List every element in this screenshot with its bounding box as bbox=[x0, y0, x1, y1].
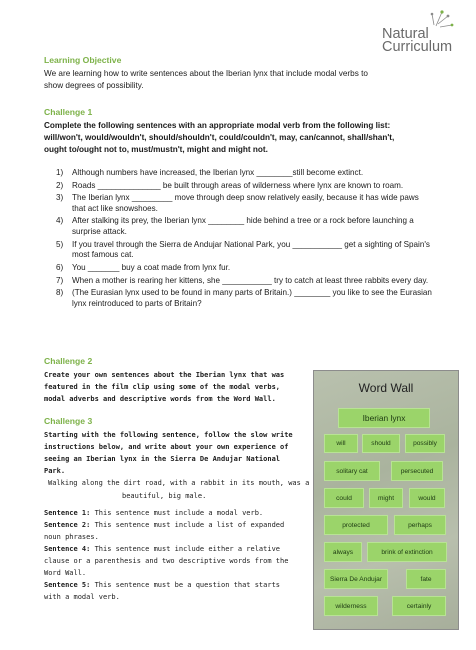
learning-objective-line-1: We are learning how to write sentences about the Iberian lynx that include modal verbs to bbox=[44, 69, 368, 78]
learning-objective-heading: Learning Objective bbox=[44, 55, 122, 65]
word-chip-should: should bbox=[362, 434, 400, 453]
word-chip-sierra-de-andujar: Sierra De Andujar bbox=[324, 569, 388, 589]
word-chip-persecuted: persecuted bbox=[391, 461, 443, 481]
list-item: 6) You _______ buy a coat made from lynx fur. bbox=[56, 263, 231, 273]
sentence-4-instruction: Sentence 4: This sentence must include either a relative bbox=[44, 545, 281, 553]
word-wall-panel bbox=[313, 370, 459, 630]
learning-objective-line-2: show degrees of possibility. bbox=[44, 81, 144, 90]
challenge-3-line-1: Starting with the following sentence, follow the slow write bbox=[44, 431, 293, 439]
list-item: 5) If you travel through the Sierra de Andujar National Park, you ___________ get a sighting of Spain's most famous cat. bbox=[56, 239, 430, 260]
challenge-3-heading: Challenge 3 bbox=[44, 416, 93, 426]
example-sentence-line-1: Walking along the dirt road, with a rabbit in its mouth, was a bbox=[48, 479, 310, 487]
sentence-4-instruction-cont: clause or a parenthesis and two descriptive words from the bbox=[44, 557, 289, 565]
challenge-2-heading: Challenge 2 bbox=[44, 356, 93, 366]
challenge-3-line-3: seeing an Iberian lynx in the Sierra De Andujar National bbox=[44, 455, 281, 463]
word-chip-will: will bbox=[324, 434, 358, 453]
word-chip-certainly: certainly bbox=[392, 596, 446, 616]
list-item: 1) Although numbers have increased, the Iberian lynx ________still become extinct. bbox=[56, 168, 364, 177]
word-chip-possibly: possibly bbox=[405, 434, 445, 453]
challenge-2-line-2: featured in the film clip using some of the modal verbs, bbox=[44, 383, 281, 391]
word-chip-solitary-cat: solitary cat bbox=[324, 461, 380, 481]
example-sentence-line-2: beautiful, big male. bbox=[122, 492, 207, 500]
list-item: 3) The Iberian lynx _________ move through deep snow relatively easily, because it has wide paws that act like snowshoes. bbox=[56, 193, 419, 213]
list-item: 7) When a mother is rearing her kittens, she ___________ try to catch at least three rabbits every day. bbox=[56, 275, 429, 285]
sentence-1-instruction: Sentence 1: This sentence must include a modal verb. bbox=[44, 509, 264, 517]
sentence-5-instruction-cont: with a modal verb. bbox=[44, 593, 120, 601]
word-chip-wilderness: wilderness bbox=[324, 596, 378, 616]
word-chip-brink-of-extinction: brink of extinction bbox=[367, 542, 447, 562]
word-chip-protected: protected bbox=[324, 515, 388, 535]
logo-word-natural: Natural bbox=[382, 26, 429, 42]
list-item: 2) Roads ______________ be built through areas of wilderness where lynx are known to roam. bbox=[56, 180, 404, 190]
sentence-2-instruction: Sentence 2: This sentence must include a list of expanded bbox=[44, 521, 285, 529]
challenge-3-line-4: Park. bbox=[44, 467, 66, 475]
challenge-1-intro-2: will/won't, would/wouldn't, should/shouldn't, could/couldn't, may, can/cannot, shall/shan't, bbox=[44, 133, 395, 142]
word-chip-always: always bbox=[324, 542, 362, 562]
sentence-5-instruction: Sentence 5: This sentence must be a question that starts bbox=[44, 581, 281, 589]
word-chip-fate: fate bbox=[406, 569, 446, 589]
word-chip-could: could bbox=[324, 488, 364, 508]
natural-curriculum-logo bbox=[362, 8, 468, 58]
word-chip-iberian-lynx: Iberian lynx bbox=[338, 408, 430, 428]
challenge-1-sentence-list bbox=[44, 168, 434, 312]
list-item: 4) After stalking its prey, the Iberian lynx ________ hide behind a tree or a rock before launching a surprise attack. bbox=[56, 216, 414, 237]
word-wall-title: Word Wall bbox=[358, 381, 414, 395]
challenge-1-heading: Challenge 1 bbox=[44, 107, 93, 117]
word-chip-perhaps: perhaps bbox=[394, 515, 446, 535]
sentence-2-instruction-cont: noun phrases. bbox=[44, 533, 99, 541]
word-chip-would: would bbox=[409, 488, 445, 508]
word-chip-might: might bbox=[369, 488, 403, 508]
challenge-2-line-3: modal adverbs and descriptive words from the Word Wall. bbox=[44, 395, 276, 403]
challenge-1-intro-3: ought to/ought not to, must/mustn't, might and might not. bbox=[44, 145, 268, 154]
list-item: 8) (The Eurasian lynx used to be found in many parts of Britain.) ________ you like to see the Eurasian lynx reintroduced to parts of Britain? bbox=[56, 288, 432, 308]
sentence-4-instruction-cont-2: Word Wall. bbox=[44, 569, 87, 577]
challenge-2-line-1: Create your own sentences about the Iberian lynx that was bbox=[44, 371, 285, 379]
challenge-3-line-2: instructions below, and write about your own experience of bbox=[44, 443, 289, 451]
challenge-1-intro-1: Complete the following sentences with an appropriate modal verb from the following list: bbox=[44, 121, 391, 130]
logo-word-curriculum: Curriculum bbox=[382, 39, 453, 55]
